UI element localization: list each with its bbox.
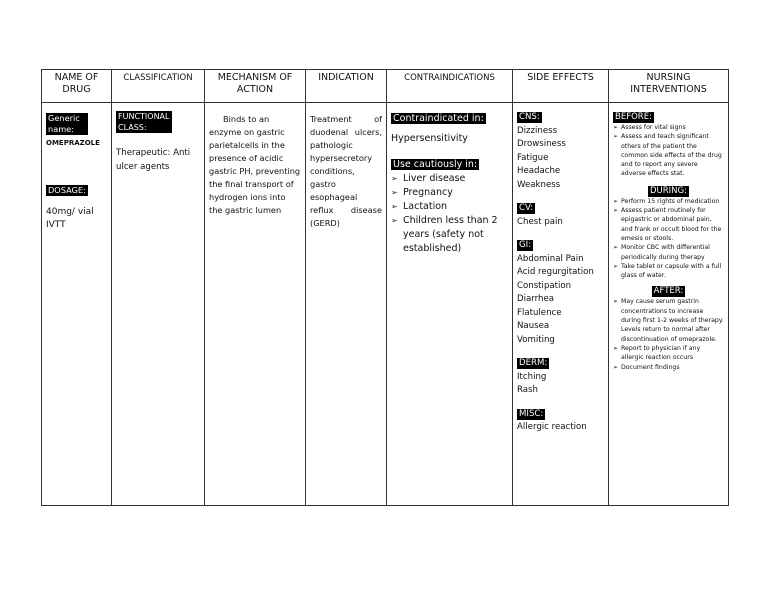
- generic-name-label: Generic name:: [46, 113, 88, 135]
- after-item: ➢ Report to physician if any allergic reaction occurs: [613, 344, 724, 363]
- cns-item: Drowsiness: [517, 139, 566, 149]
- gi-item: Abdominal Pain: [517, 253, 584, 264]
- contraindicated-label: Contraindicated in:: [393, 113, 484, 124]
- gi-item: Acid regurgitation: [517, 267, 594, 277]
- caution-item: ➢ Pregnancy: [391, 186, 508, 200]
- header-mechanism: MECHANISM OF ACTION: [205, 70, 306, 103]
- during-label: DURING:: [650, 185, 687, 196]
- caution-label: Use cautiously in:: [393, 159, 478, 170]
- misc-list: [517, 421, 604, 435]
- gi-list: [517, 253, 604, 348]
- during-item: ➢ Assess patient routinely for epigastric or abdominal pain, and frank or occult blood for the emesis or stools.: [613, 206, 724, 243]
- derm-label: DERM:: [519, 358, 548, 368]
- header-side-effects: SIDE EFFECTS: [513, 70, 609, 103]
- header-nursing: NURSING INTERVENTIONS: [609, 70, 729, 103]
- before-label: BEFORE:: [615, 112, 652, 122]
- cv-list: [517, 216, 604, 230]
- gi-item: Diarrhea: [517, 294, 555, 304]
- after-label: AFTER:: [653, 286, 684, 297]
- functional-class-label: FUNCTIONAL CLASS:: [116, 111, 172, 133]
- content-row: [42, 103, 729, 506]
- gi-item: Vomiting: [517, 334, 555, 345]
- contraindicated-value: Hypersensitivity: [391, 133, 468, 144]
- during-list: [613, 197, 724, 281]
- cns-list: [517, 125, 604, 193]
- before-list: [613, 123, 724, 179]
- after-list: [613, 297, 724, 371]
- cns-item: Fatigue: [517, 152, 549, 163]
- header-row: [42, 70, 729, 103]
- cell-mechanism: [205, 103, 306, 506]
- before-item: ➢ Assess for vital signs: [613, 123, 724, 132]
- gi-item: Constipation: [517, 280, 572, 291]
- header-indication: INDICATION: [306, 70, 387, 103]
- during-item: ➢ Perform 15 rights of medication: [613, 197, 724, 206]
- misc-item: Allergic reaction: [517, 422, 587, 432]
- cns-item: Dizziness: [517, 125, 558, 136]
- derm-item: Itching: [517, 371, 547, 382]
- after-item: ➢ Document findings: [613, 363, 724, 372]
- drug-study-table: [41, 69, 729, 506]
- header-classification: CLASSIFICATION: [112, 70, 205, 103]
- derm-list: [517, 371, 604, 398]
- cns-item: Weakness: [517, 179, 561, 190]
- dosage-label: DOSAGE:: [48, 185, 86, 195]
- dosage-value: 40mg/ vial IVTT: [46, 207, 94, 230]
- generic-name-value: OMEPRAZOLE: [46, 139, 100, 147]
- after-item: ➢ May cause serum gastrin concentrations to increase during first 1-2 weeks of therapy. Levels return to normal after discontinuation of omeprazole.: [613, 297, 724, 343]
- cv-item: Chest pain: [517, 216, 563, 227]
- during-item: ➢ Take tablet or capsule with a full glass of water.: [613, 262, 724, 281]
- cell-nursing: [609, 103, 729, 506]
- caution-list: [391, 172, 508, 256]
- during-item: ➢ Monitor CBC with differential periodically during therapy: [613, 243, 724, 262]
- derm-item: Rash: [517, 385, 538, 395]
- indication-text: Treatment of duodenal ulcers, pathologic hypersecretory conditions, gastro esophageal reflux disease (GERD): [310, 114, 382, 228]
- header-contraindications: CONTRAINDICATIONS: [387, 70, 513, 103]
- cns-item: Headache: [517, 166, 561, 176]
- mechanism-text: Binds to an enzyme on gastric parietalcells in the presence of acidic gastric PH, preventing the final transport of hydrogen ions into the gastric lumen: [209, 114, 301, 215]
- caution-item: ➢ Lactation: [391, 200, 508, 214]
- misc-label: MISC:: [519, 408, 544, 419]
- caution-item: ➢ Children less than 2 years (safety not established): [391, 214, 508, 256]
- gi-item: Nausea: [517, 321, 550, 331]
- cell-classification: [112, 103, 205, 506]
- classification-value: Therapeutic: Anti ulcer agents: [116, 148, 191, 172]
- cell-indication: [306, 103, 387, 506]
- cns-label: CNS:: [519, 112, 540, 122]
- header-name-of-drug: NAME OF DRUG: [42, 70, 112, 103]
- before-item: ➢ Assess and teach significant others of the patient the common side effects of the drug and to report any severe adverse effects stat.: [613, 132, 724, 178]
- cell-side-effects: [513, 103, 609, 506]
- cv-label: CV:: [519, 203, 534, 213]
- caution-item: ➢ Liver disease: [391, 172, 508, 186]
- gi-label: GI:: [519, 240, 532, 250]
- cell-drug: [42, 103, 112, 506]
- gi-item: Flatulence: [517, 307, 562, 318]
- cell-contraindications: [387, 103, 513, 506]
